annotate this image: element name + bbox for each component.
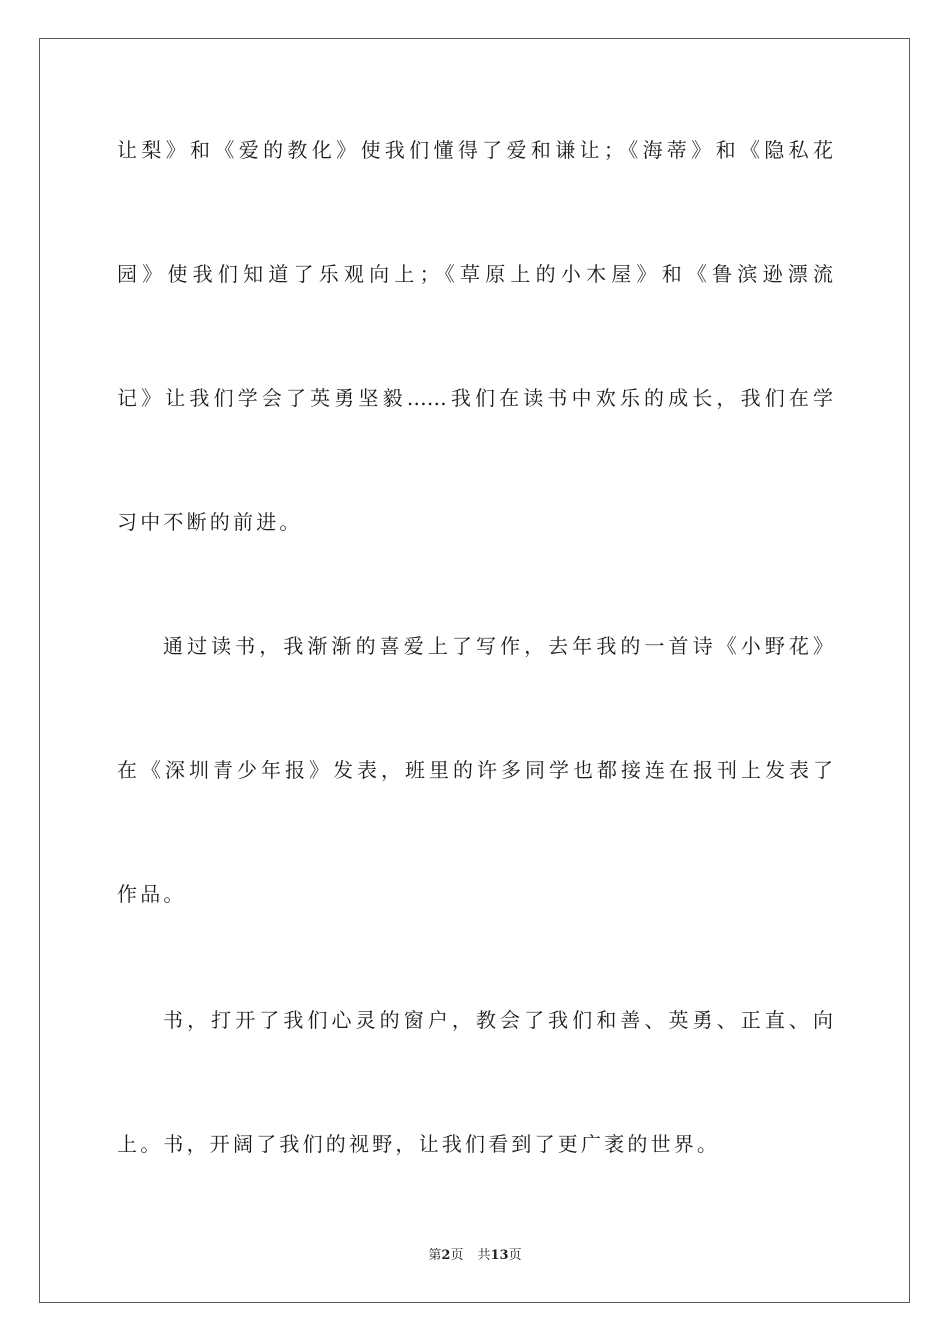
text-line: 习中不断的前进。 [117, 510, 303, 534]
total-pages: 13 [490, 1248, 509, 1263]
text-line: 记》让我们学会了英勇坚毅……我们在读书中欢乐的成长，我们在学 [117, 386, 833, 410]
text-line: 在《深圳青少年报》发表，班里的许多同学也都接连在报刊上发表了 [117, 758, 833, 782]
page-suffix: 页 [450, 1248, 464, 1263]
text-line: 让梨》和《爱的教化》使我们懂得了爱和谦让；《海蒂》和《隐私花 [117, 138, 833, 162]
text-line: 书，打开了我们心灵的窗户，教会了我们和善、英勇、正直、向 [163, 1008, 833, 1032]
page-footer [0, 1247, 950, 1265]
text-line: 通过读书，我渐渐的喜爱上了写作，去年我的一首诗《小野花》 [163, 634, 833, 658]
page-border [39, 38, 910, 1303]
page-number: 2 [441, 1248, 451, 1263]
page-prefix: 第 [428, 1248, 442, 1263]
text-line: 园》使我们知道了乐观向上；《草原上的小木屋》和《鲁滨逊漂流 [117, 262, 833, 286]
total-suffix: 页 [508, 1248, 522, 1263]
text-line: 作品。 [117, 882, 187, 906]
text-line: 上。书，开阔了我们的视野，让我们看到了更广袤的世界。 [117, 1132, 721, 1156]
total-prefix: 共 [477, 1248, 491, 1263]
